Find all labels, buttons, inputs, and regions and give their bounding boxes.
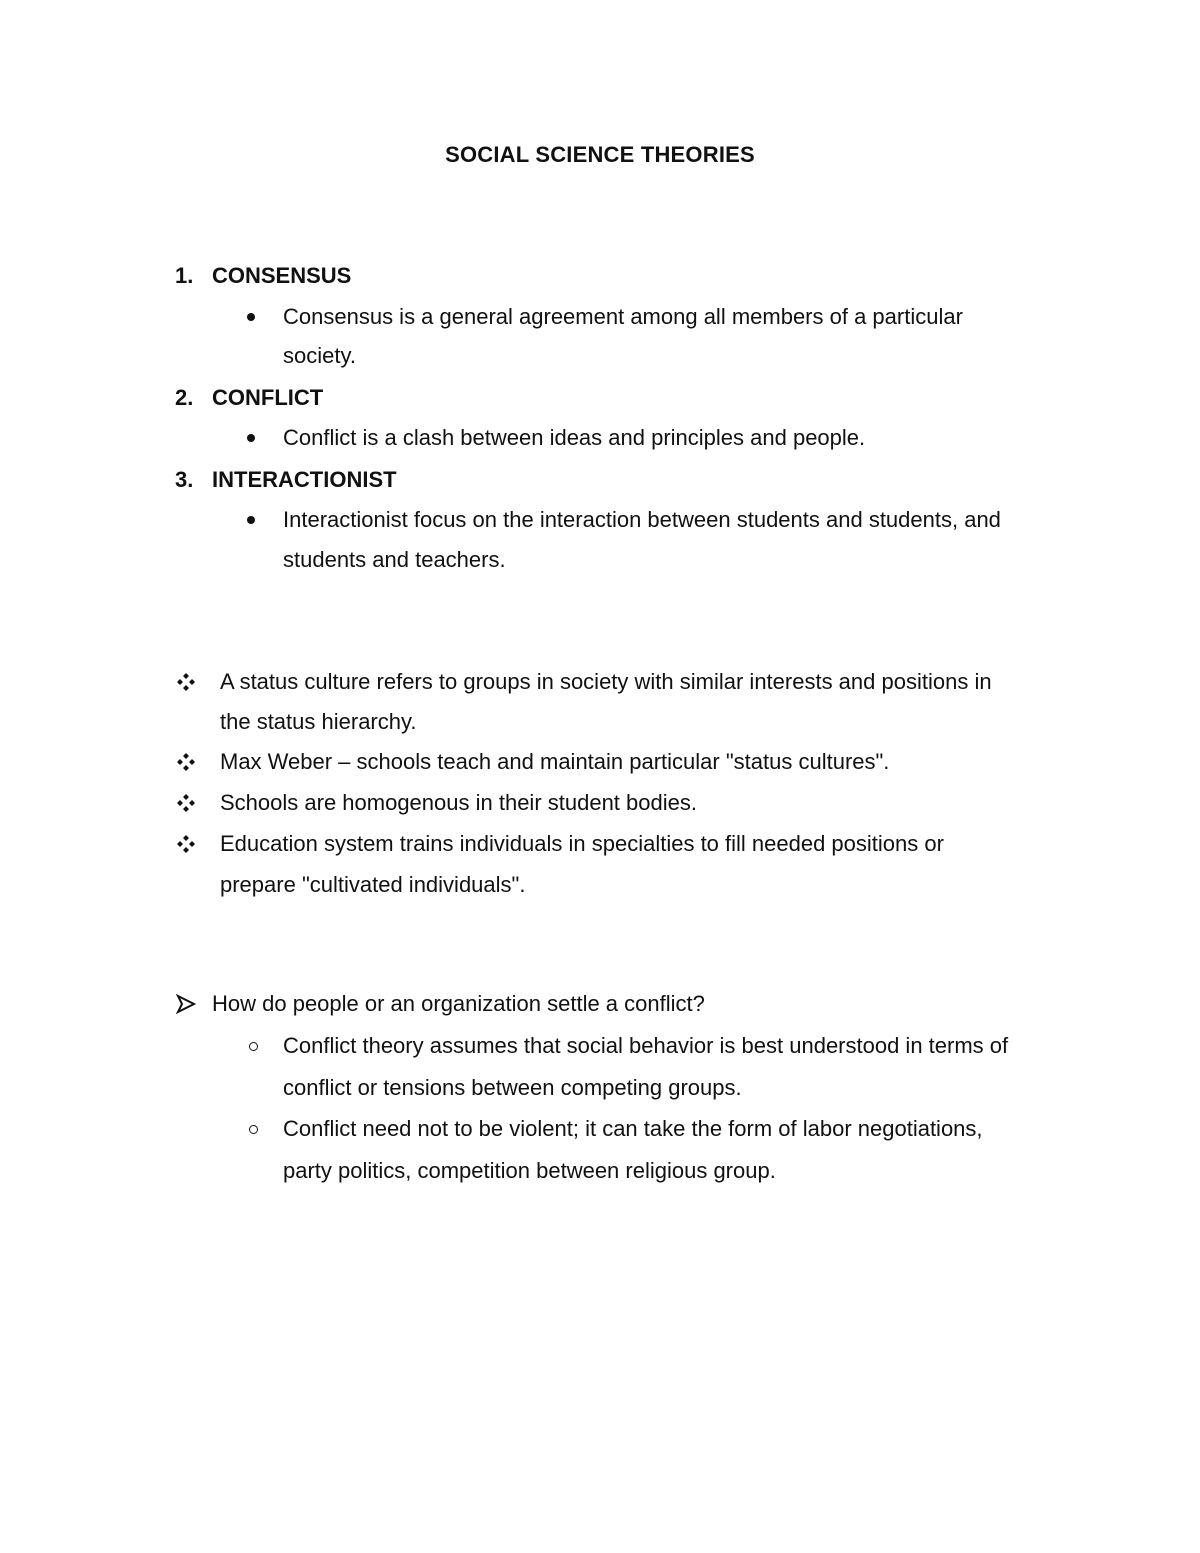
four-diamond-icon xyxy=(176,793,196,813)
bullet-dot-icon xyxy=(247,434,255,442)
answer-2-line-1: Conflict need not to be violent; it can take the form of labor negotiations, xyxy=(283,1116,983,1141)
status-point-4-line-2: prepare "cultivated individuals". xyxy=(220,872,526,897)
consensus-text-line-2: society. xyxy=(283,343,356,368)
theory-number-2: 2. xyxy=(175,385,194,410)
status-point-2-line-1: Max Weber – schools teach and maintain particular "status cultures". xyxy=(220,749,890,774)
page-title: SOCIAL SCIENCE THEORIES xyxy=(445,142,755,167)
theory-heading-consensus: CONSENSUS xyxy=(212,263,352,288)
status-point-4-line-1: Education system trains individuals in specialties to fill needed positions or xyxy=(220,831,944,856)
four-diamond-icon xyxy=(176,834,196,854)
answer-1-line-2: conflict or tensions between competing groups. xyxy=(283,1075,742,1100)
arrowhead-icon xyxy=(176,994,196,1014)
status-point-3-line-1: Schools are homogenous in their student bodies. xyxy=(220,790,697,815)
theory-number-3: 3. xyxy=(175,467,194,492)
open-circle-icon xyxy=(249,1042,258,1051)
theory-number-1: 1. xyxy=(175,263,194,288)
answer-2-line-2: party politics, competition between religious group. xyxy=(283,1158,776,1183)
interactionist-text-line-2: students and teachers. xyxy=(283,547,506,572)
open-circle-icon xyxy=(249,1125,258,1134)
consensus-text-line-1: Consensus is a general agreement among all members of a particular xyxy=(283,304,963,329)
question-text: How do people or an organization settle a conflict? xyxy=(212,991,705,1016)
answer-1-line-1: Conflict theory assumes that social behavior is best understood in terms of xyxy=(283,1033,1009,1058)
four-diamond-icon xyxy=(176,672,196,692)
status-point-1-line-1: A status culture refers to groups in society with similar interests and positions in xyxy=(220,669,992,694)
theory-heading-interactionist: INTERACTIONIST xyxy=(212,467,397,492)
theory-heading-conflict: CONFLICT xyxy=(212,385,324,410)
interactionist-text-line-1: Interactionist focus on the interaction between students and students, and xyxy=(283,507,1001,532)
four-diamond-icon xyxy=(176,752,196,772)
bullet-dot-icon xyxy=(247,516,255,524)
conflict-text-line-1: Conflict is a clash between ideas and principles and people. xyxy=(283,425,866,450)
bullet-dot-icon xyxy=(247,313,255,321)
status-point-1-line-2: the status hierarchy. xyxy=(220,709,417,734)
